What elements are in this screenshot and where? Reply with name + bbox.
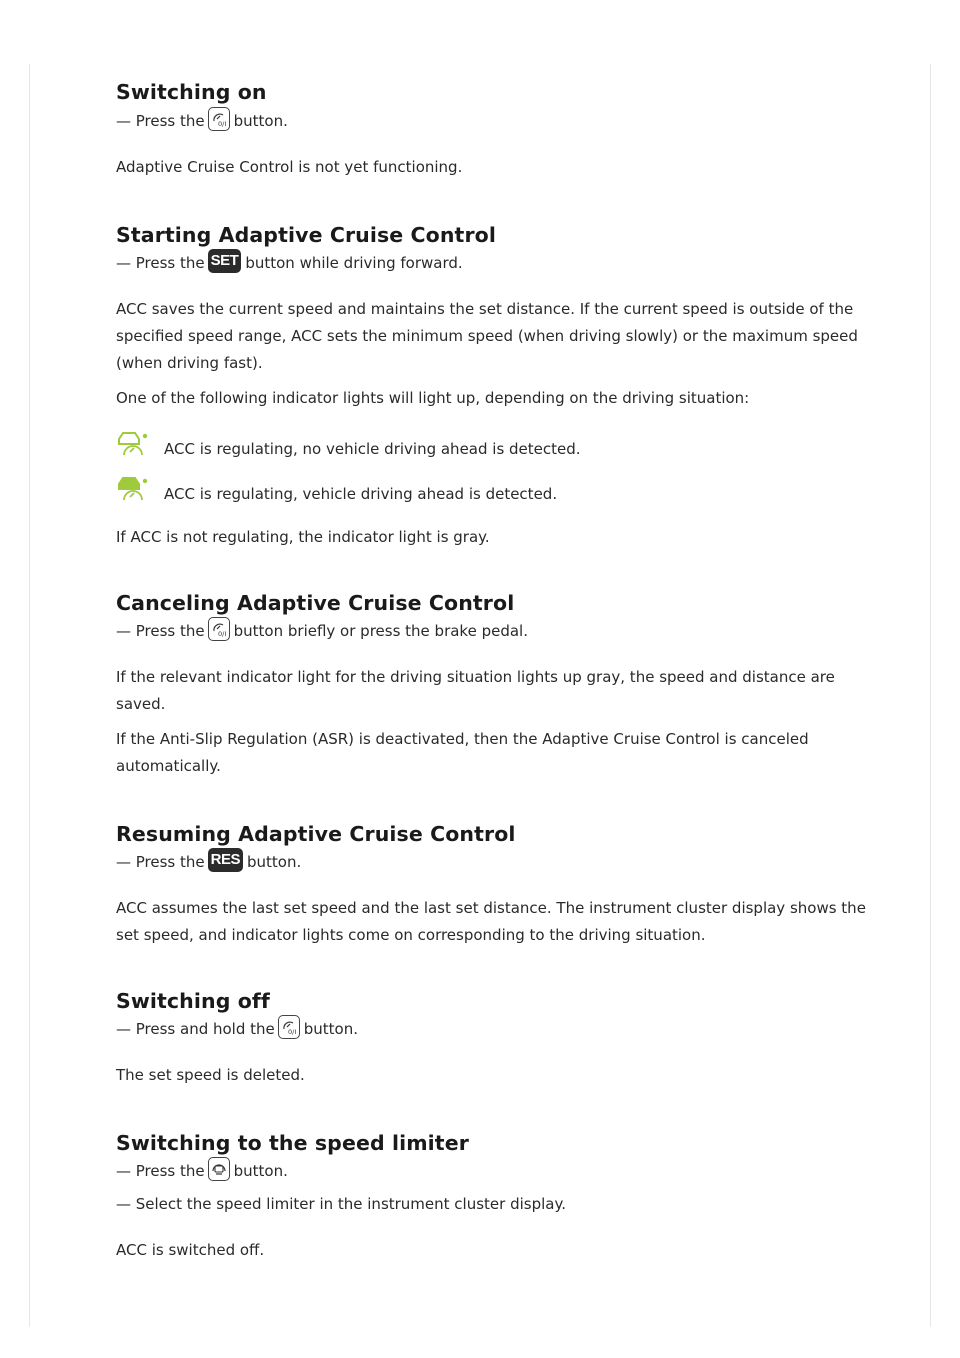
step-text: — Press the (116, 254, 205, 272)
indicator-row (116, 426, 876, 463)
heading-canceling-acc: Canceling Adaptive Cruise Control (116, 591, 515, 615)
step-starting-acc (116, 250, 876, 277)
set-button-icon: SET (208, 249, 242, 273)
step-text: — Press the (116, 622, 205, 640)
step-text: — Press the (116, 1162, 205, 1180)
step-text: — Press and hold the (116, 1020, 275, 1038)
acc-on-off-icon (208, 617, 230, 641)
step-canceling-acc (116, 618, 876, 645)
acc-indicator-outline-icon (116, 430, 156, 460)
speed-limiter-icon (208, 1157, 230, 1181)
svg-text:0/I: 0/I (217, 629, 226, 638)
paragraph: ACC saves the current speed and maintains the set distance. If the current speed is outside of the specified speed range, ACC sets the minimum speed (when driving slowly) or the maximum speed (when driving fast). (116, 300, 858, 372)
step-text: button. (303, 1020, 359, 1038)
svg-text:0/I: 0/I (217, 119, 226, 128)
svg-text:0/I: 0/I (287, 1027, 297, 1036)
document-content (116, 78, 876, 1264)
step-text: button. (246, 853, 302, 871)
step-select-limiter: — Select the speed limiter in the instrument cluster display. (116, 1195, 566, 1213)
note-switching-off: The set speed is deleted. (116, 1066, 305, 1084)
heading-resuming-acc: Resuming Adaptive Cruise Control (116, 822, 516, 846)
step-switching-off (116, 1016, 876, 1043)
step-speed-limiter (116, 1158, 876, 1185)
step-resuming-acc (116, 849, 876, 876)
indicator-text: ACC is regulating, vehicle driving ahead is detected. (164, 485, 558, 503)
indicator-row (116, 471, 876, 508)
step-switching-on (116, 108, 876, 135)
heading-switching-on: Switching on (116, 80, 267, 104)
step-text: button. (233, 112, 288, 130)
heading-switching-off: Switching off (116, 989, 270, 1013)
note-switching-on: Adaptive Cruise Control is not yet functioning. (116, 158, 463, 176)
heading-speed-limiter: Switching to the speed limiter (116, 1131, 469, 1155)
paragraph: One of the following indicator lights will light up, depending on the driving situation: (116, 389, 750, 407)
paragraph: ACC assumes the last set speed and the last set distance. The instrument cluster display shows the set speed, and indicator lights come on corresponding to the driving situation. (116, 899, 866, 944)
step-text: button while driving forward. (245, 254, 463, 272)
res-button-icon: RES (208, 848, 243, 872)
paragraph: If ACC is not regulating, the indicator light is gray. (116, 528, 490, 546)
step-text: — Press the (116, 112, 205, 130)
acc-on-off-icon (208, 107, 230, 131)
step-text: button briefly or press the brake pedal. (233, 622, 528, 640)
paragraph: If the relevant indicator light for the driving situation lights up gray, the speed and distance are saved. (116, 668, 835, 713)
step-text: button. (233, 1162, 288, 1180)
step-text: — Press the (116, 853, 205, 871)
paragraph: If the Anti-Slip Regulation (ASR) is deactivated, then the Adaptive Cruise Control is canceled automatically. (116, 730, 809, 775)
acc-on-off-icon (278, 1015, 300, 1039)
indicator-text: ACC is regulating, no vehicle driving ahead is detected. (164, 440, 581, 458)
acc-indicator-filled-icon (116, 475, 156, 505)
note-speed-limiter: ACC is switched off. (116, 1241, 265, 1259)
heading-starting-acc: Starting Adaptive Cruise Control (116, 223, 496, 247)
